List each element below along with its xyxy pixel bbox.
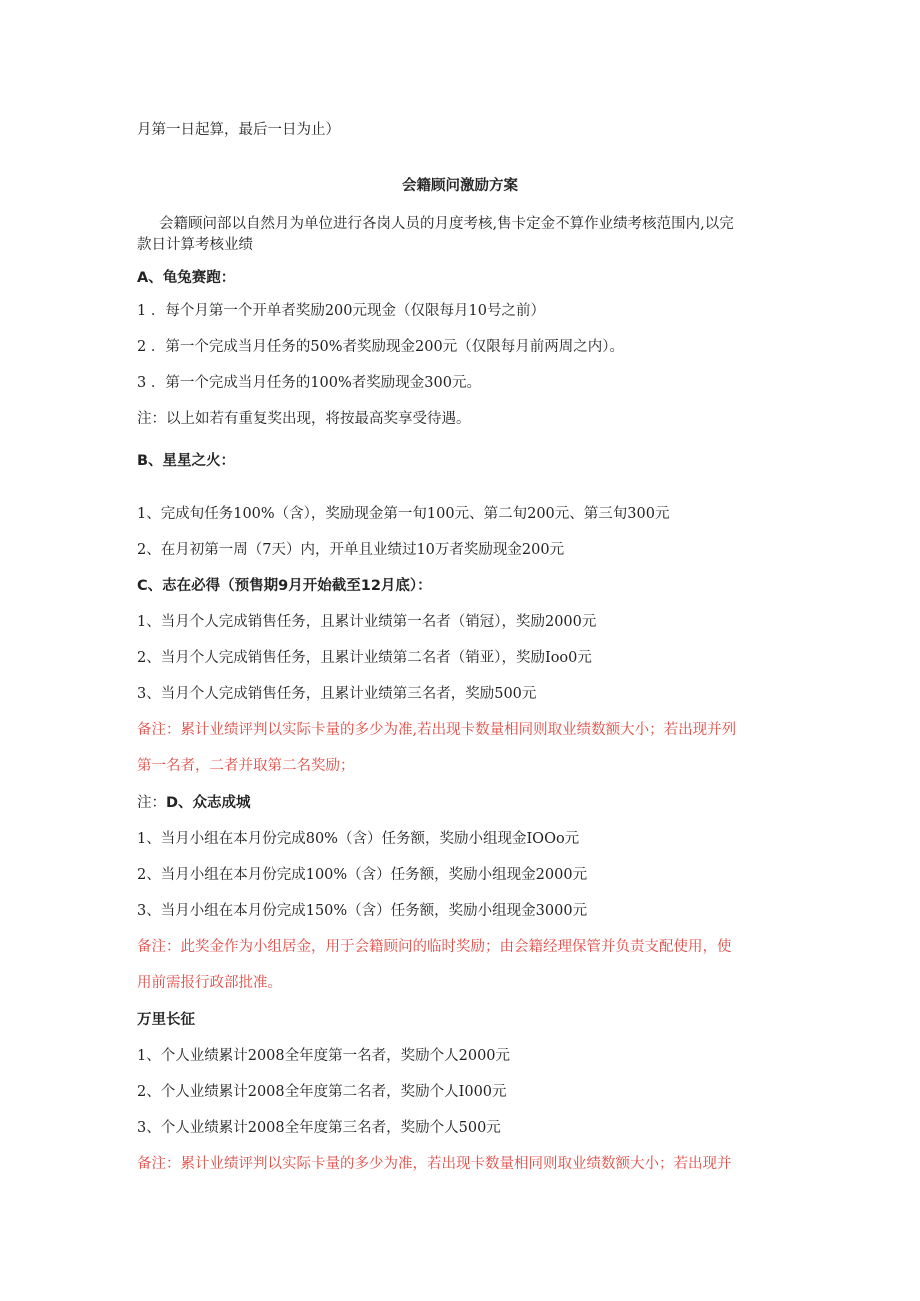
intro-line-1: 会籍顾问部以自然月为单位进行各岗人员的月度考核,售卡定金不算作业绩考核范围内,以完: [159, 216, 734, 232]
section-d-item-2: 2、当月小组在本月份完成100%（含）任务额，奖励小组现金2000元: [137, 867, 588, 883]
section-e-remark-line-1: 备注：累计业绩评判以实际卡量的多少为准，若出现卡数量相同则取业绩数额大小；若出现并: [137, 1156, 732, 1172]
section-c-heading: C、志在必得（预售期9月开始截至12月底）：: [137, 578, 432, 594]
section-a-note: 注：以上如若有重复奖出现，将按最高奖享受待遇。: [137, 411, 471, 427]
section-e-heading: 万里长征: [137, 1012, 195, 1028]
section-d-heading-row: [137, 793, 251, 813]
section-c-remark-line-1: 备注：累计业绩评判以实际卡量的多少为准,若出现卡数量相同则取业绩数额大小；若出现并列: [137, 722, 737, 738]
continuation-line: 月第一日起算，最后一日为止）: [137, 122, 340, 138]
section-d-heading-prefix: 注：: [137, 795, 166, 811]
section-b-item-2: 2、在月初第一周（7天）内，开单且业绩过10万者奖励现金200元: [137, 542, 565, 558]
section-a-item-3: 3 ．第一个完成当月任务的100%者奖励现金300元。: [137, 375, 481, 391]
section-e-item-2: 2、个人业绩累计2008全年度第二名者，奖励个人I000元: [137, 1084, 507, 1100]
section-c-remark-line-2: 第一名者，二者并取第二名奖励；: [137, 758, 355, 774]
section-d-item-3: 3、当月小组在本月份完成150%（含）任务额，奖励小组现金3000元: [137, 903, 588, 919]
section-d-item-1: 1、当月小组在本月份完成80%（含）任务额，奖励小组现金IOOo元: [137, 831, 580, 847]
intro-line-2: 款日计算考核业绩: [137, 237, 253, 253]
section-a-item-2: 2 ．第一个完成当月任务的50%者奖励现金200元（仅限每月前两周之内）。: [137, 339, 624, 355]
page-title: 会籍顾问激励方案: [402, 178, 518, 194]
section-b-heading: B、星星之火：: [137, 453, 236, 469]
section-d-heading: D、众志成城: [166, 795, 251, 811]
section-a-heading: A、龟兔赛跑：: [137, 270, 236, 286]
section-a-item-1: 1 ．每个月第一个开单者奖励200元现金（仅限每月10号之前）: [137, 303, 545, 319]
section-d-remark-line-1: 备注：此奖金作为小组居金，用于会籍顾问的临时奖励；由会籍经理保管并负责支配使用，使: [137, 939, 732, 955]
section-c-item-3: 3、当月个人完成销售任务，且累计业绩第三名者，奖励500元: [137, 686, 537, 702]
section-c-item-1: 1、当月个人完成销售任务，且累计业绩第一名者（销冠），奖励2000元: [137, 614, 597, 630]
section-d-remark-line-2: 用前需报行政部批准。: [137, 975, 282, 991]
section-e-item-1: 1、个人业绩累计2008全年度第一名者，奖励个人2000元: [137, 1048, 511, 1064]
section-e-item-3: 3、个人业绩累计2008全年度第三名者，奖励个人500元: [137, 1120, 501, 1136]
section-c-item-2: 2、当月个人完成销售任务，且累计业绩第二名者（销亚），奖励Ioo0元: [137, 650, 592, 666]
section-b-item-1: 1、完成旬任务100%（含），奖励现金第一旬100元、第二旬200元、第三旬300元: [137, 506, 670, 522]
